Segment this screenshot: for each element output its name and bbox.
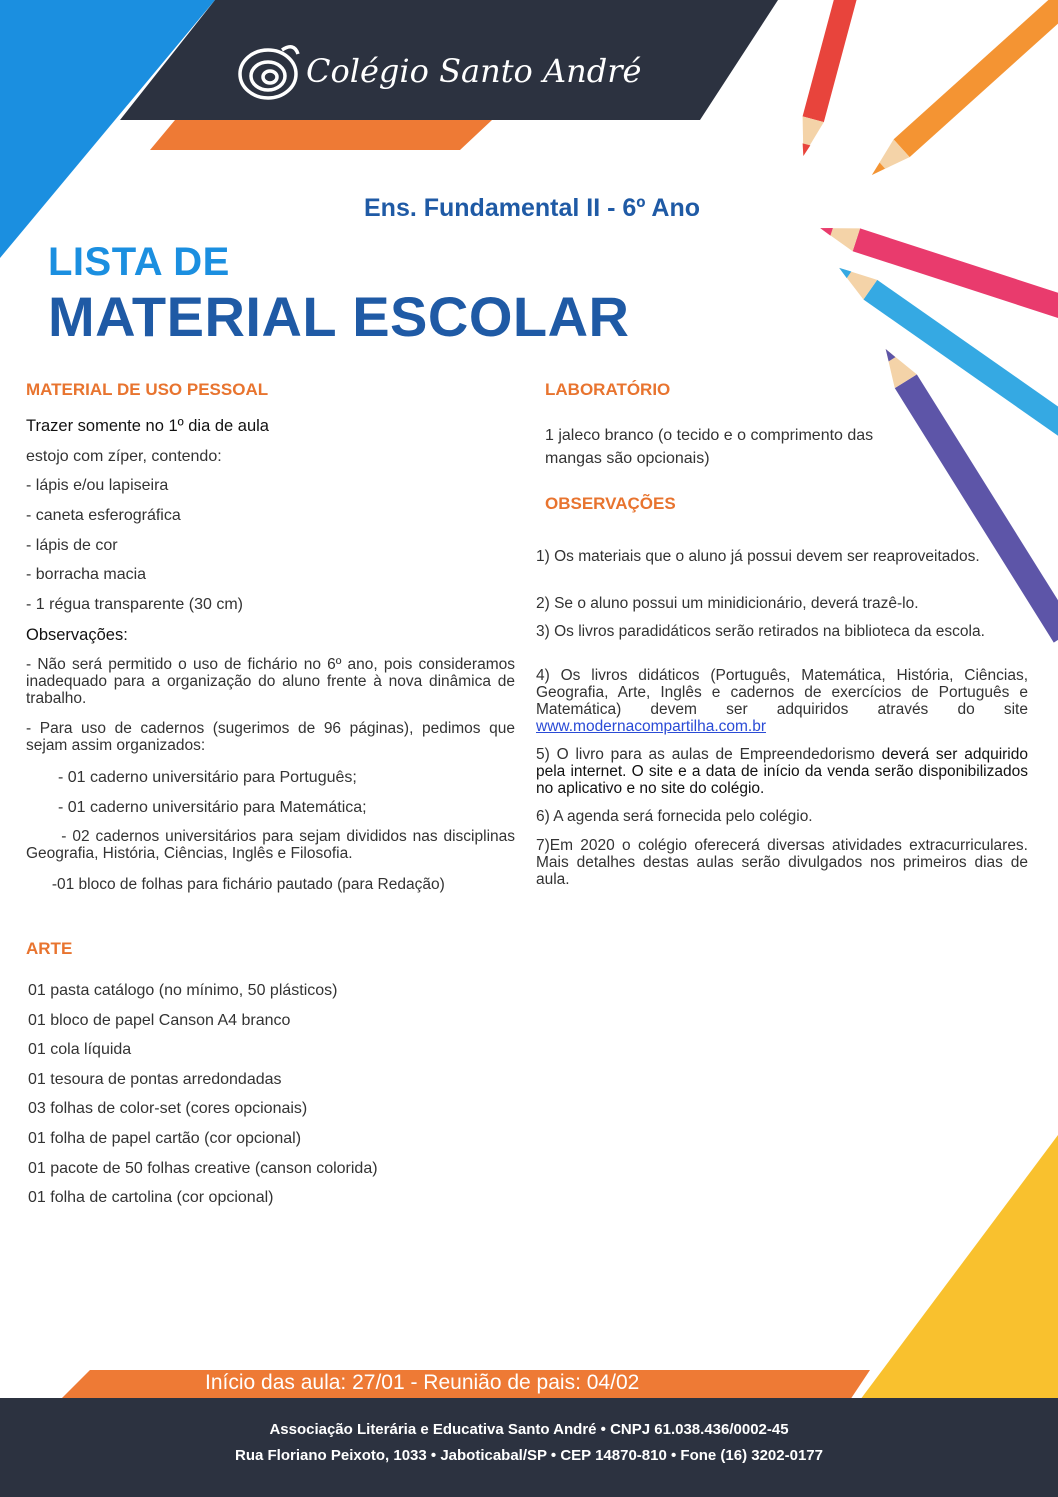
list-item: - caneta esferográfica [26, 507, 181, 524]
observacao-5 [536, 746, 1028, 797]
footer-association: Associação Literária e Educativa Santo André • CNPJ 61.038.436/0002-45 [269, 1421, 789, 1438]
section-heading-arte: ARTE [26, 939, 73, 958]
list-item: - borracha macia [26, 566, 147, 583]
observacao-6: 6) A agenda será fornecida pelo colégio. [536, 808, 813, 825]
list-item: - 1 régua transparente (30 cm) [26, 596, 243, 613]
yellow-corner-shape [860, 1135, 1058, 1400]
list-item: 01 pacote de 50 folhas creative (canson colorida) [28, 1160, 378, 1177]
orange-header-band [150, 120, 492, 150]
list-item: 01 cola líquida [28, 1041, 132, 1058]
observacao-1: 1) Os materiais que o aluno já possui devem ser reaproveitados. [536, 548, 980, 565]
pessoal-obs-1: - Não será permitido o uso de fichário no 6º ano, pois consideramos inadequado para a organização do aluno frente à nova dinâmica de trabalho. [26, 656, 515, 707]
observacao-4 [536, 667, 1028, 735]
section-heading-observacoes: OBSERVAÇÕES [545, 494, 676, 513]
page-title-line1: LISTA DE [48, 240, 230, 284]
red-pencil [793, 0, 865, 159]
orange-pencil [864, 0, 1058, 184]
list-item: - 01 caderno universitário para Matemática; [58, 799, 367, 816]
list-item: 01 bloco de papel Canson A4 branco [28, 1012, 291, 1029]
list-item: - 01 caderno universitário para Português; [58, 769, 357, 786]
laboratorio-line-2: mangas são opcionais) [545, 450, 710, 467]
start-dates: Início das aula: 27/01 - Reunião de pais: 04/02 [205, 1371, 640, 1394]
observacao-5-a: 5) O livro para as aulas de Empreendedorismo [536, 746, 882, 763]
observacao-5-b: deverá ser adquirido pela internet. O site e a data de início da venda serão disponibilizados no aplicativo e no site do colégio. [536, 746, 1028, 797]
school-name: Colégio Santo André [306, 52, 642, 90]
observacao-2: 2) Se o aluno possui um minidicionário, deverá trazê-lo. [536, 595, 919, 612]
observacao-4-text: 4) Os livros didáticos (Português, Matemática, História, Ciências, Geografia, Arte, Inglês e cadernos de exercícios de Português e Matemática) devem ser adquiridos através do site [536, 667, 1028, 718]
section-heading-laboratorio: LABORATÓRIO [545, 380, 671, 399]
pessoal-sub-4: -01 bloco de folhas para fichário pautado (para Redação) [26, 876, 445, 893]
section-heading-pessoal: MATERIAL DE USO PESSOAL [26, 380, 269, 399]
list-item: 01 folha de papel cartão (cor opcional) [28, 1130, 302, 1147]
observacoes-subheading: Observações: [26, 626, 128, 644]
list-item: 01 tesoura de pontas arredondadas [28, 1071, 282, 1088]
list-item: estojo com zíper, contendo: [26, 448, 222, 465]
pessoal-sub-3: - 02 cadernos universitários para sejam divididos nas disciplinas Geografia, História, Ciências, Inglês e Filosofia. [26, 828, 520, 862]
list-item: 01 folha de cartolina (cor opcional) [28, 1189, 274, 1206]
list-item: - lápis de cor [26, 537, 118, 554]
pessoal-obs-2: - Para uso de cadernos (sugerimos de 96 páginas), pedimos que sejam assim organizados: [26, 720, 515, 754]
observacao-3: 3) Os livros paradidáticos serão retirados na biblioteca da escola. [536, 623, 985, 640]
footer-address: Rua Floriano Peixoto, 1033 • Jaboticabal/SP • CEP 14870-810 • Fone (16) 3202-0177 [235, 1447, 823, 1464]
list-item: 01 pasta catálogo (no mínimo, 50 plásticos) [28, 982, 338, 999]
pink-pencil [817, 217, 1058, 320]
grade-subtitle: Ens. Fundamental II - 6º Ano [364, 194, 701, 222]
list-item: 03 folhas de color-set (cores opcionais) [28, 1100, 308, 1117]
moderna-link[interactable]: www.modernacompartilha.com.br [536, 718, 767, 735]
laboratorio-line-1: 1 jaleco branco (o tecido e o comprimento das [545, 427, 874, 444]
page-title-line2: MATERIAL ESCOLAR [48, 285, 630, 348]
list-item: - lápis e/ou lapiseira [26, 477, 169, 494]
observacao-7: 7)Em 2020 o colégio oferecerá diversas atividades extracurriculares. Mais detalhes destas aulas serão divulgados nos primeiros dias de aula. [536, 837, 1028, 888]
pessoal-intro: Trazer somente no 1º dia de aula [26, 417, 269, 435]
